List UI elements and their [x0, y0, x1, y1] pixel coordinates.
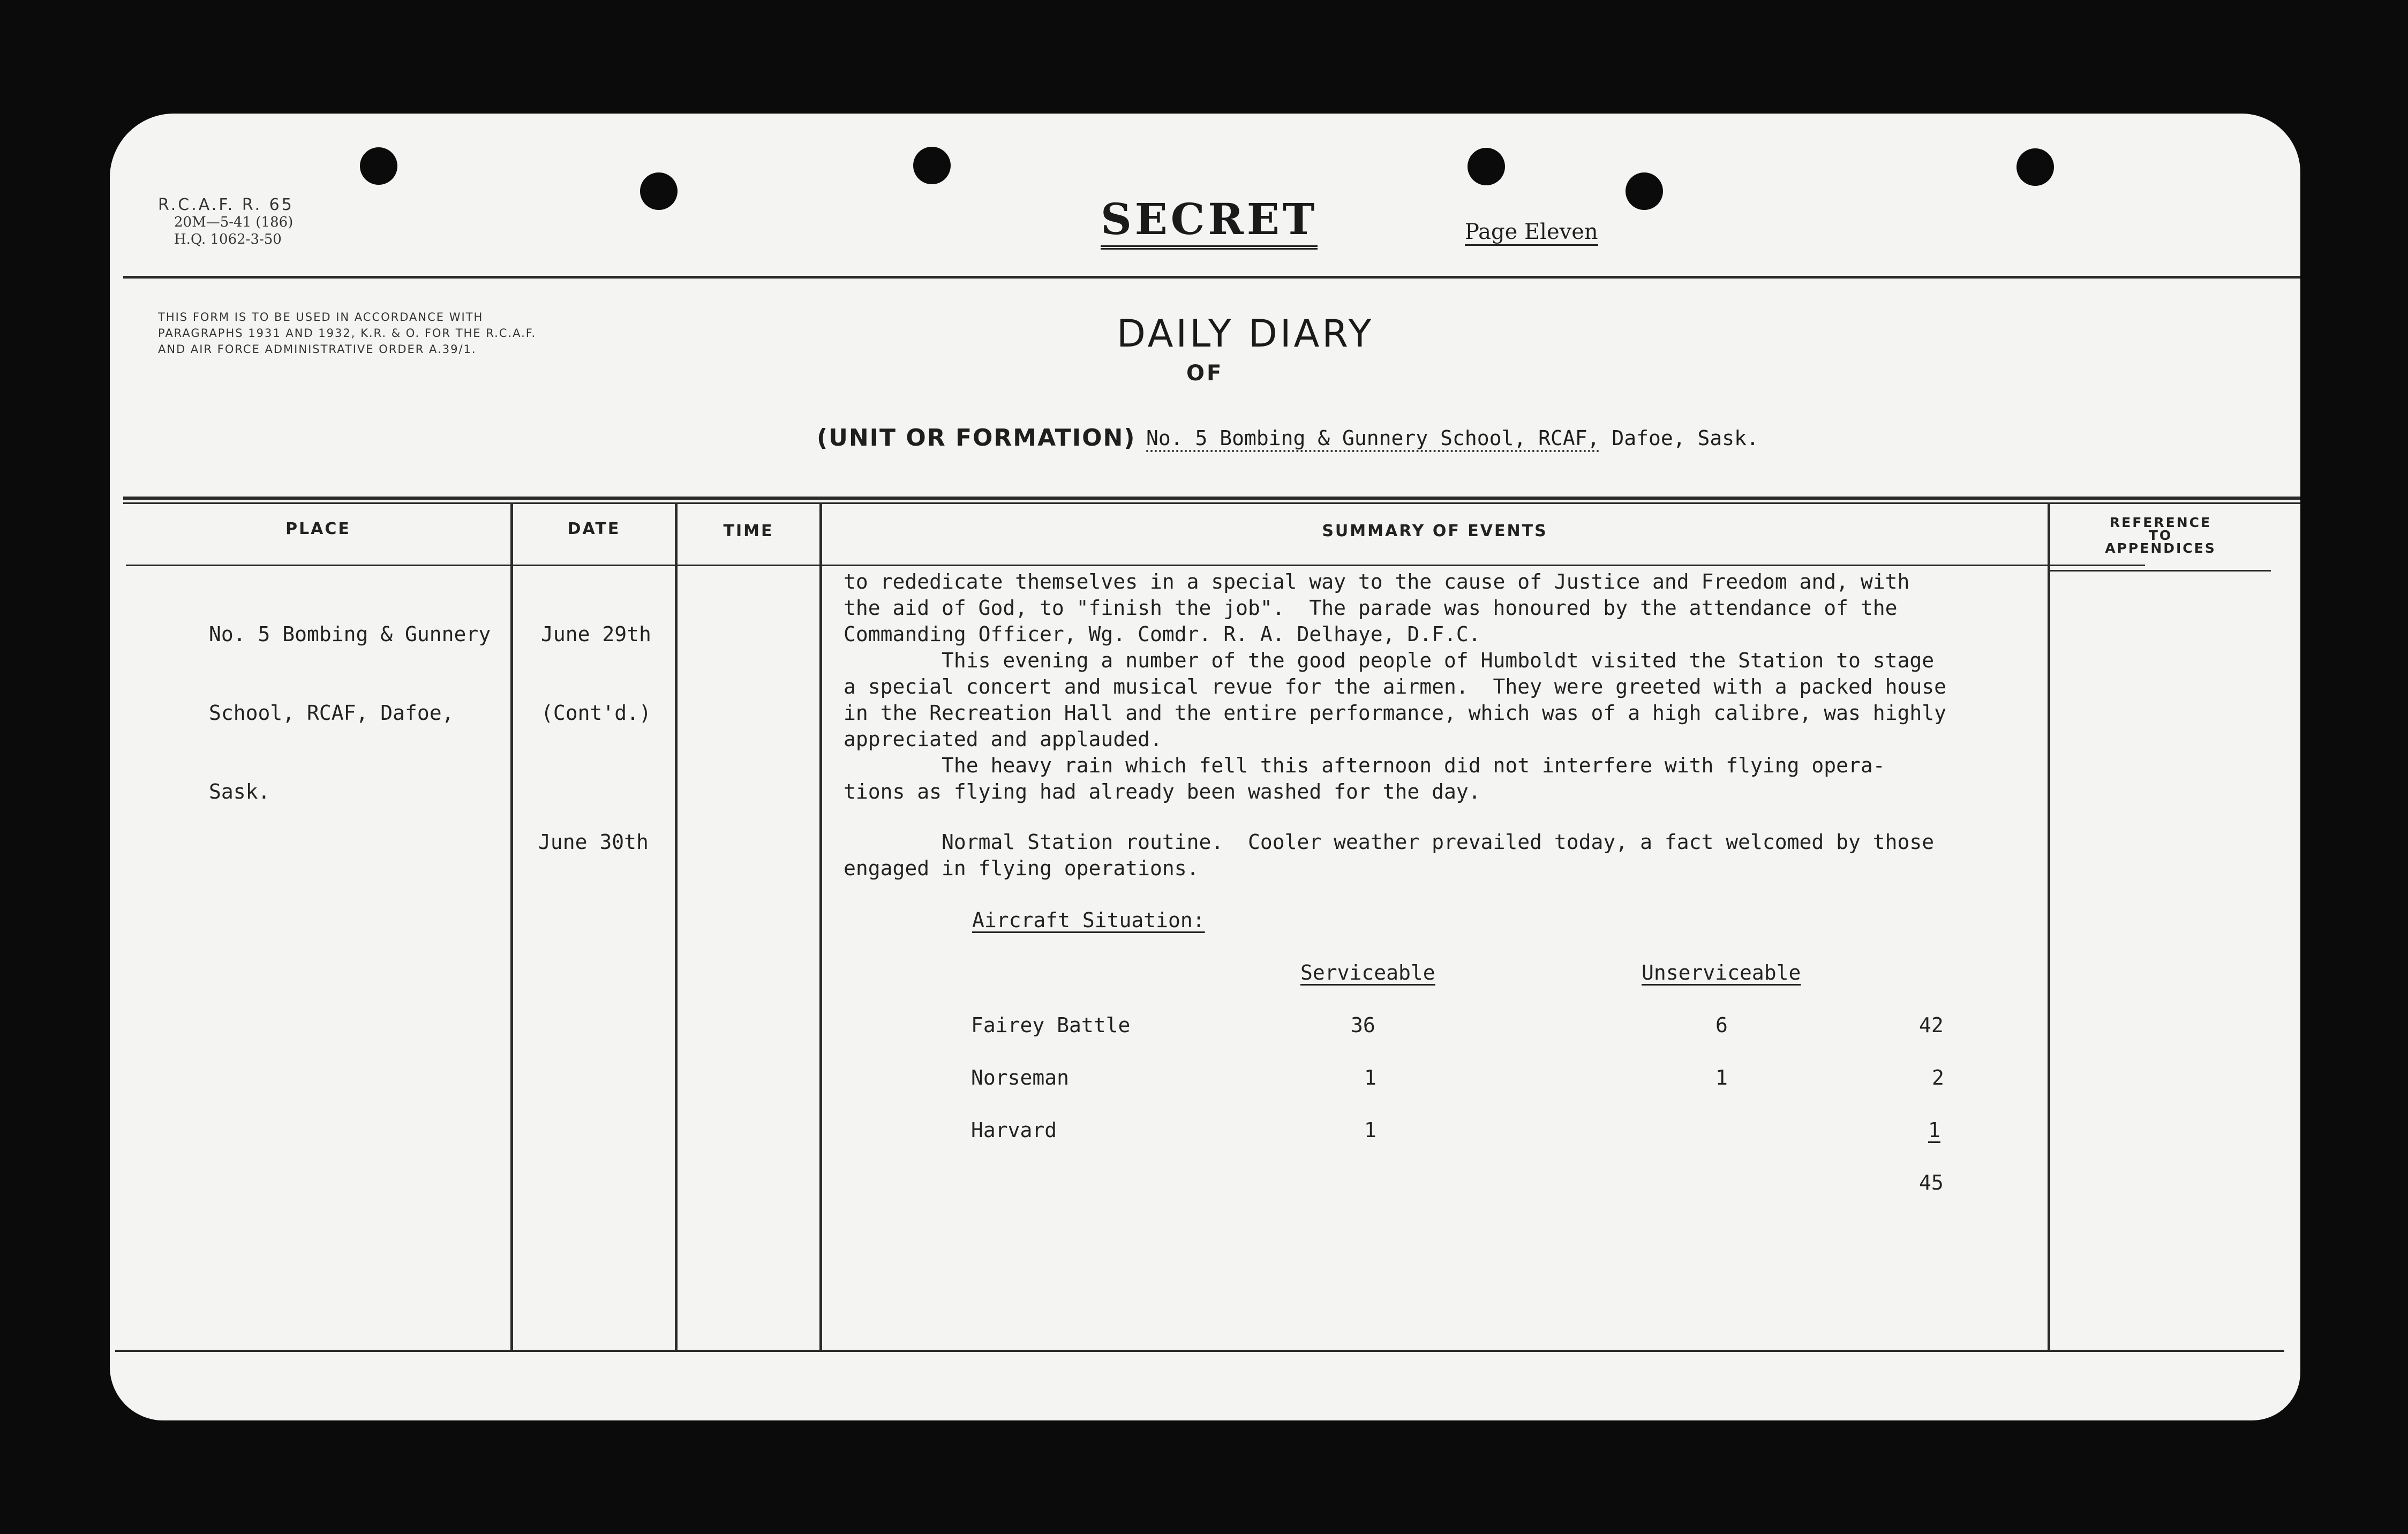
column-header-reference — [2050, 516, 2271, 555]
summary-line: appreciated and applauded. — [844, 727, 1162, 751]
summary-line: The heavy rain which fell this afternoon did not interfere with flying opera- — [844, 754, 1885, 777]
form-code-line: R.C.A.F. R. 65 — [158, 195, 294, 214]
summary-line: This evening a number of the good people of Humboldt visited the Station to stage — [844, 649, 1935, 672]
form-code-line: H.Q. 1062-3-50 — [174, 231, 282, 247]
summary-line: to rededicate themselves in a special way to the cause of Justice and Freedom and, with — [844, 570, 1910, 593]
column-header-date: DATE — [567, 520, 621, 538]
form-code-line: 20M—5-41 (186) — [174, 214, 294, 230]
summary-line: the aid of God, to "finish the job". The parade was honoured by the attendance of the — [844, 596, 1898, 620]
divider — [123, 276, 2300, 279]
unit-value — [1146, 426, 1759, 450]
date-line: June 29th — [541, 622, 651, 646]
reference-header-line: REFERENCE — [2109, 515, 2212, 530]
summary-line: a special concert and musical revue for the airmen. They were greeted with a packed house — [844, 675, 1947, 698]
form-code — [158, 197, 294, 248]
place-cell — [209, 569, 491, 858]
header-rule — [2049, 570, 2271, 572]
summary-line: in the Recreation Hall and the entire performance, which was of a high calibre, was highly — [844, 701, 1947, 725]
page-number: Page Eleven — [1465, 220, 1598, 246]
serviceable-count: 1 — [1364, 1066, 1376, 1089]
place-line: School, RCAF, Dafoe, — [209, 701, 454, 725]
binder-hole — [360, 147, 397, 185]
date-cell — [541, 569, 651, 779]
unserviceable-count: 6 — [1715, 1013, 1728, 1037]
summary-line: Commanding Officer, Wg. Comdr. R. A. Delhaye, D.F.C. — [844, 622, 1481, 646]
unserviceable-count: 1 — [1715, 1066, 1728, 1089]
aircraft-type: Fairey Battle — [971, 1013, 1131, 1037]
column-divider — [2048, 503, 2050, 1351]
column-header-time: TIME — [723, 522, 774, 540]
binder-hole — [1626, 172, 1663, 210]
summary-cell — [844, 569, 1946, 805]
total-count: 2 — [1932, 1066, 1944, 1089]
table-bottom-rule — [115, 1350, 2284, 1352]
table-top-rule — [123, 497, 2300, 500]
table-top-rule — [123, 502, 2300, 504]
unit-value-rest: Dafoe, Sask. — [1599, 426, 1759, 450]
place-line: Sask. — [209, 780, 270, 803]
form-notice: THIS FORM IS TO BE USED IN ACCORDANCE WITH PARAGRAPHS 1931 AND 1932, K.R. & O. FOR THE R.C.A.F. AND AIR FORCE ADMINISTRATIVE ORDER A.39/1. — [158, 311, 537, 356]
column-header-place: PLACE — [285, 520, 351, 538]
grand-total: 45 — [1919, 1171, 1944, 1194]
summary-line: engaged in flying operations. — [844, 856, 1199, 880]
binder-hole — [913, 147, 951, 184]
unserviceable-heading: Unserviceable — [1642, 961, 1801, 984]
serviceable-heading: Serviceable — [1300, 961, 1435, 984]
header-rule — [126, 565, 2145, 566]
column-divider — [675, 503, 678, 1351]
summary-line: tions as flying had already been washed for the day. — [844, 780, 1481, 803]
total-count: 1 — [1928, 1118, 1940, 1142]
date-line: (Cont'd.) — [541, 701, 651, 725]
place-line: No. 5 Bombing & Gunnery — [209, 622, 491, 646]
reference-header-line: APPENDICES — [2105, 540, 2216, 556]
unit-label: (UNIT OR FORMATION) — [817, 424, 1136, 452]
total-count: 42 — [1919, 1013, 1944, 1037]
column-header-summary: SUMMARY OF EVENTS — [1322, 522, 1548, 540]
column-divider — [510, 503, 513, 1351]
page-title: DAILY DIARY — [1117, 312, 1374, 356]
summary-cell — [844, 829, 1934, 882]
summary-line: Normal Station routine. Cooler weather prevailed today, a fact welcomed by those — [844, 830, 1935, 854]
serviceable-count: 1 — [1364, 1118, 1376, 1142]
serviceable-count: 36 — [1351, 1013, 1375, 1037]
binder-hole — [640, 172, 678, 210]
aircraft-type: Norseman — [971, 1066, 1070, 1089]
classification-stamp: SECRET — [1101, 194, 1318, 250]
binder-hole — [1468, 148, 1505, 185]
diary-form-card — [110, 114, 2300, 1420]
aircraft-heading: Aircraft Situation: — [972, 908, 1205, 932]
unit-value-underlined: No. 5 Bombing & Gunnery School, RCAF, — [1146, 426, 1599, 452]
title-of: OF — [1186, 361, 1224, 386]
reference-header-line: TO — [2148, 528, 2173, 543]
aircraft-type: Harvard — [971, 1118, 1057, 1142]
column-divider — [819, 503, 822, 1351]
binder-hole — [2016, 148, 2054, 186]
date-cell: June 30th — [538, 830, 649, 854]
